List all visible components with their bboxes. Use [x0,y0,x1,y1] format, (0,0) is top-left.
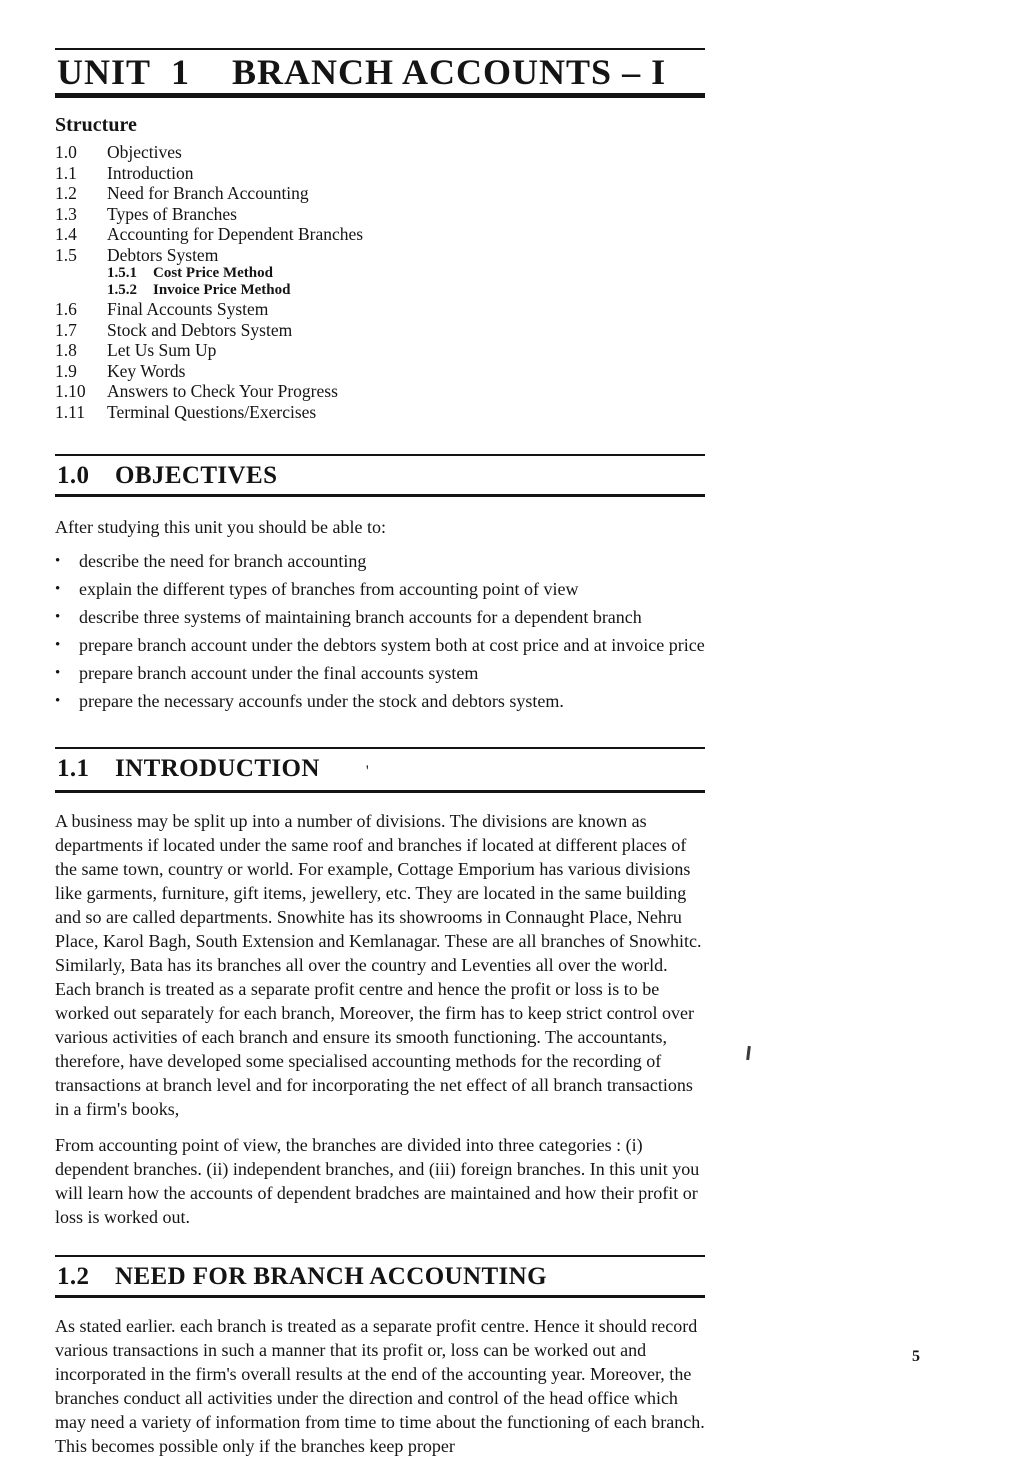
title-bottom-rule [55,93,705,98]
bullet-item [55,605,705,629]
toc-subitem [55,282,705,299]
structure-heading: Structure [55,114,137,136]
toc-item [55,361,705,382]
toc-item [55,402,705,423]
toc-item-label: Types of Branches [107,203,237,224]
toc-item-number: 1.5 [55,244,77,265]
toc-item-number: 1.1 [55,162,77,183]
toc-item-number: 1.10 [55,381,86,401]
bullet-text: prepare branch account under the final accounts system [79,663,479,683]
toc-item-label: Invoice Price Method [153,282,291,298]
toc-item [55,299,705,320]
section-heading-need [55,1257,705,1295]
section-bottom-rule [55,1295,705,1298]
section-bottom-rule [55,494,705,497]
unit-word: UNIT [57,52,151,96]
toc-item-label: Cost Price Method [153,265,273,281]
objectives-bullet-list [55,549,705,713]
unit-number: 1 [171,52,190,96]
section-title: OBJECTIVES [115,462,278,489]
toc-item-label: Key Words [107,360,186,381]
bullet-text: explain the different types of branches from accounting point of view [79,579,579,599]
toc-item-label: Introduction [107,162,194,183]
toc-item [55,163,705,184]
section-introduction [55,747,705,793]
page-number: 5 [912,1348,920,1365]
toc-item [55,142,705,163]
toc-item [55,340,705,361]
structure-list [55,142,705,422]
section-heading-introduction [55,749,705,790]
need-paragraph: As stated earlier. each branch is treated as a separate profit centre. Hence it should record various transactions in such a manner that its profit or, loss can be worked out and incorporated in the firm's overall results at the end of the accounting year. Moreover, the branches conduct all activities under the direction and control of the head office which may need a variety of information from time to time about the functioning of each branch. This becomes possible only if the branches keep proper [55,1316,705,1456]
toc-item-label: Let Us Sum Up [107,340,217,360]
toc-item-label: Terminal Questions/Exercises [107,401,317,422]
toc-item-number: 1.0 [55,142,77,162]
toc-item [55,224,705,245]
toc-item [55,320,705,341]
toc-item-label: Debtors System [107,244,219,265]
bullet-icon: • [55,665,61,681]
toc-subitem [55,265,705,282]
bullet-item [55,633,705,657]
scan-artifact-mark [746,1046,751,1060]
bullet-text: describe the need for branch accounting [79,551,367,571]
bullet-icon: • [55,609,61,625]
toc-item-label: Final Accounts System [107,299,269,319]
introduction-paragraph: From accounting point of view, the branches are divided into three categories : (i) dependent branches. (ii) independent branches, and (iii) foreign branches. In this unit you will learn how the accounts of dependent bradches are maintained and how their profit or loss is worked out. [55,1135,700,1227]
toc-item-number: 1.3 [55,203,77,224]
bullet-icon: • [55,553,61,569]
bullet-icon: • [55,581,61,597]
toc-item-number: 1.8 [55,340,77,360]
toc-item-label: Stock and Debtors System [107,319,293,340]
bullet-item [55,577,705,601]
toc-item-number: 1.9 [55,360,77,381]
toc-item-number: 1.6 [55,299,77,319]
bullet-item [55,549,705,573]
bullet-icon: • [55,637,61,653]
objectives-lead-in: After studying this unit you should be able to: [55,517,386,537]
toc-item-number: 1.7 [55,319,77,340]
toc-item-number: 1.11 [55,401,85,422]
bullet-text: describe three systems of maintaining branch accounts for a dependent branch [79,607,642,627]
scan-artifact: ' [365,763,370,780]
toc-item-number: 1.4 [55,224,77,244]
bullet-text: prepare the necessary accounfs under the stock and debtors system. [79,691,564,711]
introduction-paragraph: A business may be split up into a number of divisions. The divisions are known as departments if located under the same roof and branches if located at different places of the same town, country or world. For example, Cottage Emporium has various divisions like garments, furniture, gift items, jewellery, etc. They are located in the same building and so are called departments. Snowhite has its showrooms in Connaught Place, Nehru Place, Karol Bagh, South Extension and Kemlanagar. These are all branches of Snowhitc. Similarly, Bata has its branches all over the country and Leventies all over the world. Each branch is treated as a separate profit centre and hence the profit or loss is to be worked out separately for each branch, Moreover, the firm has to keep strict control over various activities of each branch and ensure its smooth functioning. The accountants, therefore, have developed some specialised accounting methods for the recording of transactions at branch level and for incorporating the net effect of all branch transactions in a firm's books, [55,811,702,1119]
toc-item-label: Answers to Check Your Progress [107,381,338,401]
toc-item-number: 1.5.2 [107,282,137,298]
unit-title-text: BRANCH ACCOUNTS – I [232,52,667,92]
section-heading-objectives [55,456,705,494]
section-title: NEED FOR BRANCH ACCOUNTING [115,1263,547,1290]
section-number: 1.0 [57,462,90,489]
toc-item-number: 1.5.1 [107,265,137,281]
bullet-item [55,689,705,713]
section-title: INTRODUCTION [115,755,320,782]
unit-title [57,52,705,92]
bullet-icon: • [55,693,61,709]
toc-item-number: 1.2 [55,183,77,203]
section-number: 1.2 [57,1263,90,1290]
toc-item [55,381,705,402]
toc-item [55,245,705,266]
section-need [55,1255,705,1298]
section-objectives [55,454,705,497]
toc-item-label: Need for Branch Accounting [107,183,309,203]
bullet-text: prepare branch account under the debtors system both at cost price and at invoice price [79,635,705,655]
bullet-item [55,661,705,685]
toc-item-label: Objectives [107,142,182,162]
toc-item [55,204,705,225]
title-top-rule [55,48,705,50]
toc-item-label: Accounting for Dependent Branches [107,224,364,244]
section-number: 1.1 [57,755,90,782]
content-column [55,0,705,1458]
toc-item [55,183,705,204]
section-bottom-rule [55,790,705,793]
